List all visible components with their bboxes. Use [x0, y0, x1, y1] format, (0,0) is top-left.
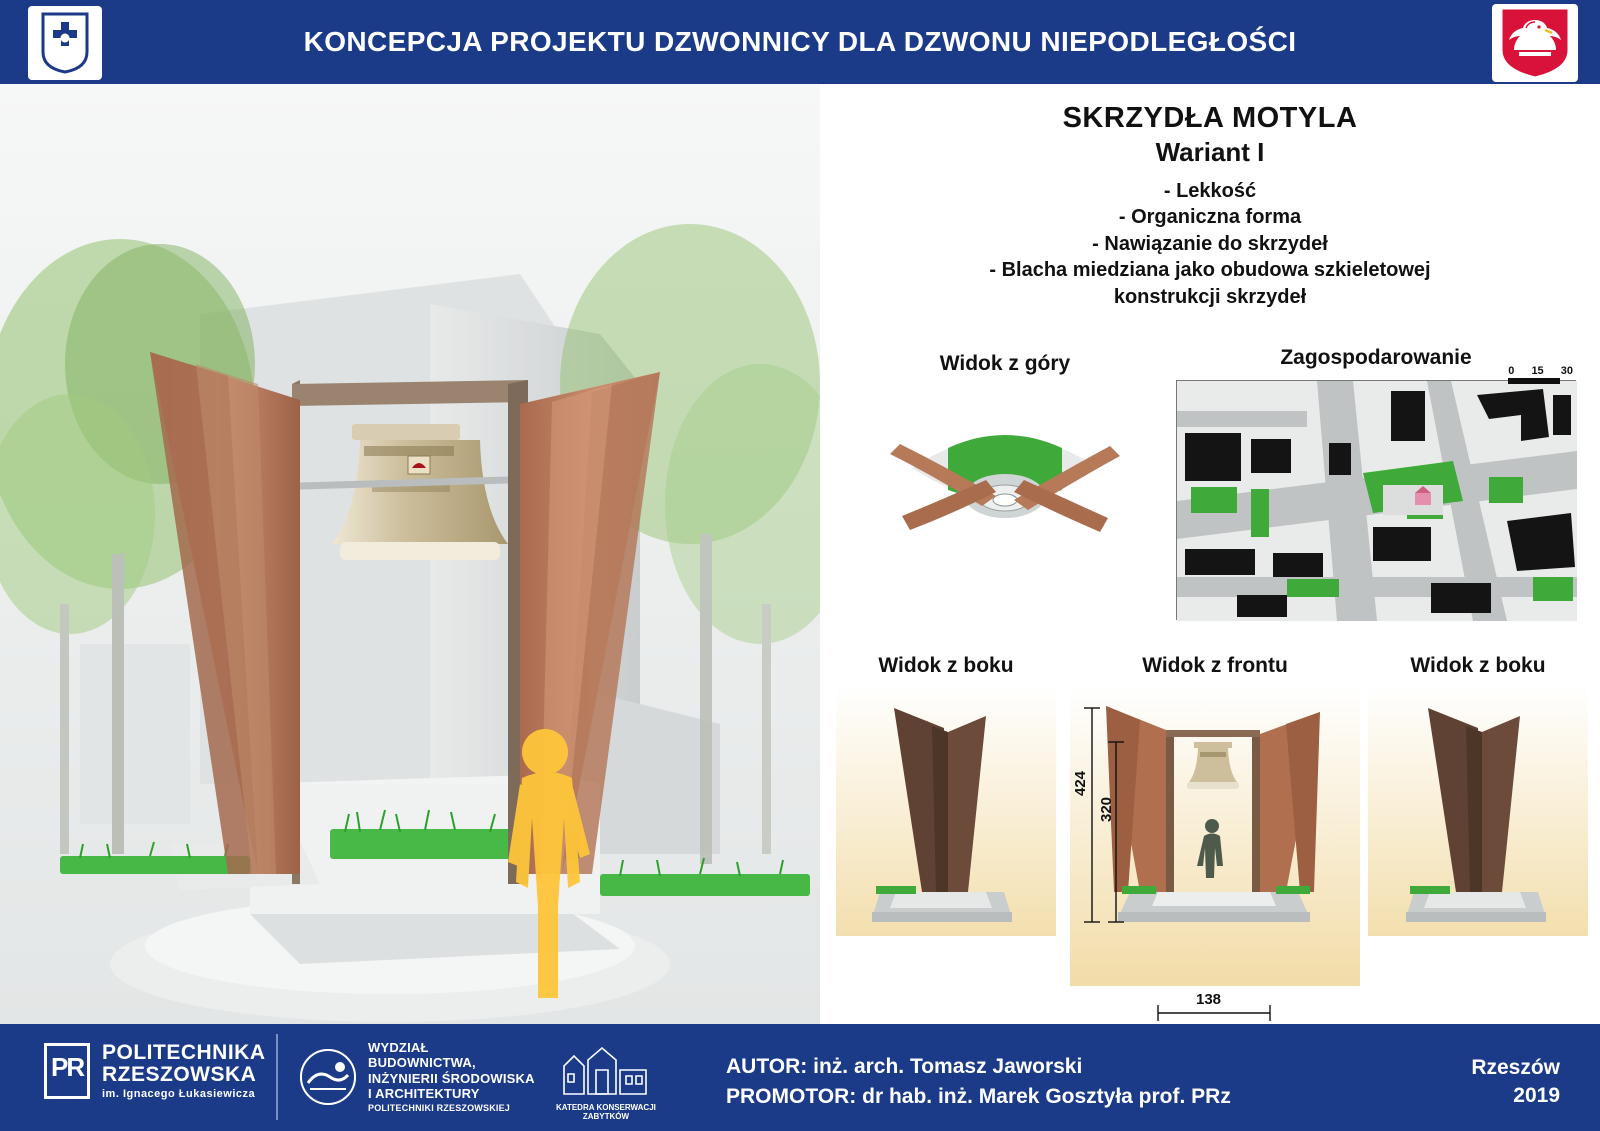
- footer-divider: [276, 1034, 278, 1120]
- concept-variant: Wariant I: [1155, 137, 1265, 167]
- authors-block: [726, 1052, 1231, 1113]
- politechnika-rzeszowska-logo-icon: [44, 1043, 90, 1099]
- university-subtitle: im. Ignacego Łukasiewicza: [102, 1088, 256, 1101]
- top-view-block: [840, 352, 1170, 586]
- page-footer: [0, 1024, 1600, 1131]
- faculty-line3: INŻYNIERII ŚRODOWISKA: [368, 1070, 535, 1086]
- author-line: AUTOR: inż. arch. Tomasz Jaworski: [726, 1055, 1083, 1078]
- faculty-line2: BUDOWNICTWA,: [368, 1055, 476, 1071]
- scale-tick: 15: [1531, 365, 1544, 377]
- rzeszow-coat-of-arms-icon: [28, 6, 102, 80]
- university-name-line1: POLITECHNIKA: [102, 1041, 266, 1064]
- front-view-label: Widok z frontu: [1142, 654, 1288, 677]
- faculty-line4: I ARCHITEKTURY: [368, 1085, 480, 1101]
- side-view-right-label: Widok z boku: [1410, 654, 1546, 677]
- side-view-left-drawing: [836, 686, 1056, 941]
- university-name-line2: RZESZOWSKA: [102, 1063, 257, 1087]
- site-plan-label: Zagospodarowanie: [1280, 346, 1472, 369]
- top-view-label: Widok z góry: [939, 352, 1071, 375]
- faculty-emblem-icon: [300, 1049, 356, 1105]
- dimension-height-inner: 320: [1098, 796, 1115, 822]
- concept-bullet: - Organiczna forma: [1118, 206, 1302, 229]
- site-plan-block: [1176, 346, 1576, 620]
- scale-tick: 0: [1508, 365, 1515, 377]
- right-panel: [820, 84, 1600, 1024]
- side-view-left-label: Widok z boku: [878, 654, 1014, 677]
- promoter-line: PROMOTOR: dr hab. inż. Marek Gosztyła prof. PRz: [726, 1085, 1231, 1109]
- polish-eagle-emblem-icon: [1492, 4, 1578, 82]
- year-label: 2019: [1513, 1084, 1560, 1108]
- city-year-block: [1471, 1054, 1560, 1111]
- page-title: KONCEPCJA PROJEKTU DZWONNICY DLA DZWONU NIEPODLEGŁOŚCI: [303, 26, 1297, 57]
- concept-title-block: [820, 84, 1600, 310]
- side-view-left-block: [836, 654, 1056, 941]
- side-view-right-drawing: [1368, 686, 1588, 941]
- main-visualization: [0, 84, 820, 1024]
- heritage-building-icon: [556, 1040, 656, 1101]
- faculty-line1: WYDZIAŁ: [368, 1040, 429, 1055]
- site-plan-map: [1176, 365, 1576, 620]
- concept-bullet: - Nawiązanie do skrzydeł: [1092, 232, 1328, 255]
- concept-bullet: konstrukcji skrzydeł: [1113, 285, 1307, 308]
- faculty-subtitle: POLITECHNIKI RZESZOWSKIEJ: [368, 1103, 511, 1114]
- elevations-row: [820, 654, 1600, 1024]
- faculty-logo-block: [300, 1040, 535, 1114]
- scale-tick: 30: [1560, 365, 1573, 377]
- top-view-drawing: [840, 376, 1170, 586]
- map-scale-bar: [1508, 365, 1573, 384]
- city-label: Rzeszów: [1471, 1056, 1560, 1079]
- department-line2: ZABYTKÓW: [582, 1112, 630, 1122]
- concept-bullets: [820, 178, 1600, 310]
- dimension-height-total: 424: [1072, 770, 1089, 796]
- concept-bullet: - Lekkość: [1163, 180, 1257, 202]
- side-view-right-block: [1368, 654, 1588, 941]
- concept-title: SKRZYDŁA MOTYLA: [1062, 102, 1358, 134]
- front-view-drawing: [1070, 686, 1360, 991]
- department-line1: KATEDRA KONSERWACJI: [556, 1103, 656, 1112]
- department-logo-block: [556, 1040, 656, 1121]
- front-view-block: [1070, 654, 1360, 1063]
- concept-bullet: - Blacha miedziana jako obudowa szkieletowej: [989, 259, 1431, 282]
- page-header: [0, 0, 1600, 84]
- dimension-width-inner: 138: [1196, 991, 1222, 1008]
- university-logo-block: [44, 1042, 266, 1101]
